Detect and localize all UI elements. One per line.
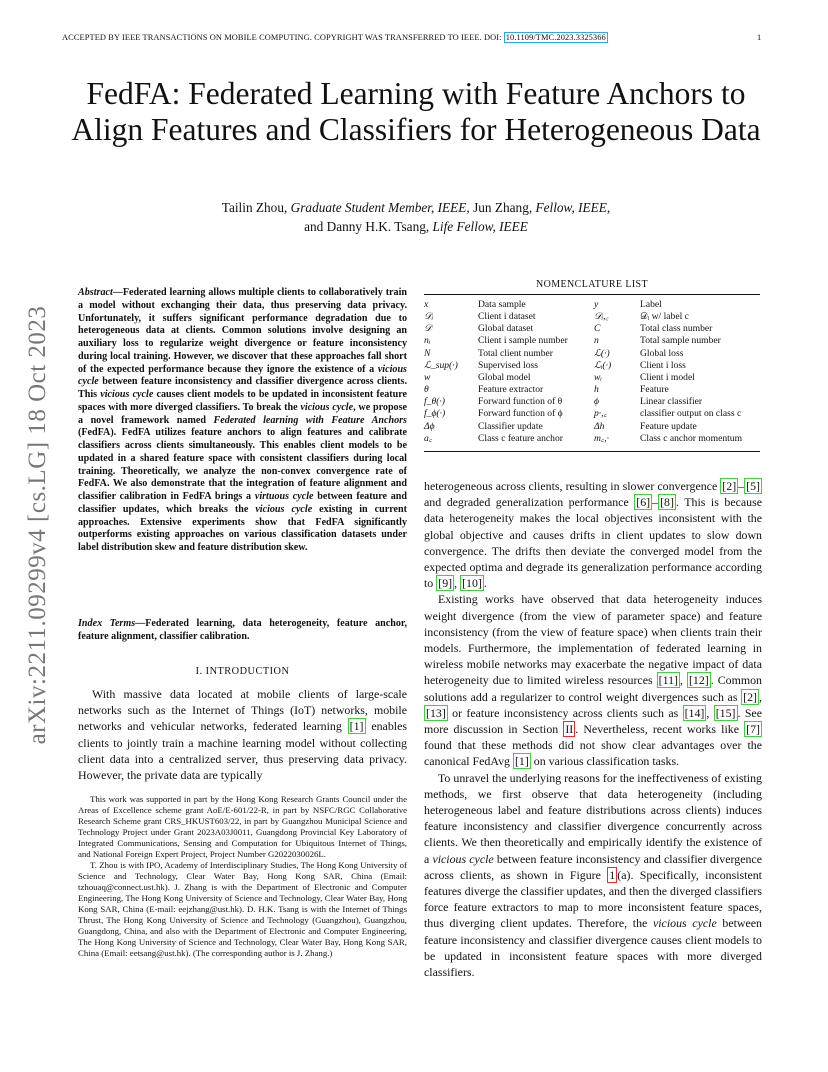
nomenclature-description: Class c feature anchor <box>478 432 563 444</box>
abstract <box>78 287 407 555</box>
nomenclature-description: Class c anchor momentum <box>640 432 743 444</box>
nomenclature-row <box>424 335 760 347</box>
nomenclature-description: Data sample <box>478 299 526 310</box>
nomenclature-row <box>424 421 760 433</box>
nomenclature-symbol: w <box>424 371 431 383</box>
nomenclature-description: Global loss <box>640 347 684 359</box>
nomenclature-row <box>424 433 760 448</box>
abstract-emph: vicious cycle <box>78 363 407 388</box>
nomenclature-symbol: n <box>594 335 599 347</box>
emphasis: vicious cycle <box>652 916 717 931</box>
body-text: heterogeneous across clients, resulting in slower convergence <box>424 479 721 493</box>
nomenclature-symbol: h <box>594 384 599 396</box>
abstract-text: between feature and classifier updates, which breaks the <box>78 491 407 515</box>
citation-link[interactable]: [11] <box>658 673 678 688</box>
citation-link[interactable]: [7] <box>746 722 760 737</box>
intro-text: With massive data located at mobile clients of large-scale networks such as the Internet of Things (IoT) networks, mobile networks and vehicular networks, federated learning <box>78 687 407 734</box>
nomenclature-description: 𝒟ᵢ w/ label c <box>640 311 689 323</box>
citation-link[interactable]: [13] <box>426 705 446 720</box>
body-text: . Common solutions add a regularizer to control weight divergences such as <box>424 673 762 704</box>
author-block <box>60 198 772 236</box>
nomenclature-row <box>424 323 760 335</box>
abstract-text: —Federated learning allows multiple clients to collaboratively train a model without exchanging their data, thus preserving data privacy. Unfortunately, it suffers significant performance degradation due to heterogeneous data at clients. Common solutions involve designing an auxiliary loss to regularize weight divergence or feature inconsistency during local training. However, we discover that these approaches fall short of the expected performance because they ignore the existence of a <box>78 287 407 375</box>
nomenclature-description: Label <box>640 299 662 310</box>
index-terms <box>78 618 407 644</box>
citation-link[interactable]: [14] <box>684 705 705 720</box>
nomenclature-description: Linear classifier <box>640 396 703 408</box>
nomenclature-symbol: m꜀,· <box>594 432 610 444</box>
nomenclature-description: Total client number <box>478 347 553 359</box>
nomenclature-description: Feature <box>640 384 669 396</box>
nomenclature-description: Global dataset <box>478 323 534 335</box>
right-column-text <box>424 478 762 980</box>
citation-link[interactable]: [2] <box>743 689 758 704</box>
author-zhou: Tailin Zhou, <box>221 200 291 215</box>
nomenclature-symbol: f_ϕ(·) <box>424 408 446 420</box>
citation-link[interactable]: [6] <box>636 495 651 510</box>
nomenclature-row <box>424 348 760 360</box>
table-bottom-rule <box>424 451 760 452</box>
abstract-text: between feature inconsistency and classifier divergence across clients. This <box>78 376 407 400</box>
body-text: found that these methods did not show clear advantages over the canonical FedAvg <box>424 738 762 769</box>
citation-link[interactable]: [8] <box>660 495 674 510</box>
body-text: between feature inconsistency and classifier divergence across clients, as shown in Figure <box>424 851 762 882</box>
nomenclature-symbol: 𝒟 <box>424 323 432 335</box>
nomenclature-table <box>424 294 760 448</box>
running-header <box>62 33 762 42</box>
nomenclature-symbol: θ <box>424 384 429 396</box>
nomenclature-row <box>424 372 760 384</box>
author-tsang: and Danny H.K. Tsang, <box>304 219 433 234</box>
citation-link[interactable]: [1] <box>514 754 529 769</box>
nomenclature-description: Total sample number <box>640 335 721 347</box>
nomenclature-description: Client i sample number <box>478 335 568 347</box>
section-link[interactable]: II <box>565 722 574 737</box>
running-head-text: ACCEPTED BY IEEE TRANSACTIONS ON MOBILE COMPUTING. COPYRIGHT WAS TRANSFERRED TO IEEE. DOI: <box>62 33 502 42</box>
section-heading: I. INTRODUCTION <box>195 666 290 677</box>
body-text: or feature inconsistency across clients such as <box>447 705 683 720</box>
abstract-emph: virtuous cycle <box>254 491 314 502</box>
paragraph <box>424 478 762 591</box>
nomenclature-description: Supervised loss <box>478 359 538 371</box>
body-text: . See more discussion in Section <box>424 705 762 737</box>
abstract-text: causes client models to be updated in inconsistent feature spaces with more diverged classifiers. To break the <box>78 389 408 413</box>
body-text: – <box>738 479 745 493</box>
nomenclature-description: Client i loss <box>640 359 686 371</box>
body-text: . Nevertheless, recent works like <box>575 722 745 737</box>
nomenclature-symbol: ℒᵢ(·) <box>594 359 612 371</box>
footnotes <box>78 794 407 959</box>
nomenclature-symbol: N <box>424 347 431 359</box>
nomenclature-description: Forward function of θ <box>478 396 563 408</box>
nomenclature-row <box>424 360 760 372</box>
paper-title: FedFA: Federated Learning with Feature Anchors to Align Features and Classifiers for Heterogeneous Data <box>71 76 761 147</box>
figure-link[interactable]: 1 <box>609 867 616 882</box>
body-text: – <box>652 495 659 510</box>
nomenclature-row <box>424 396 760 408</box>
citation-link[interactable]: [1] <box>349 719 364 734</box>
intro-text: enables clients to jointly train a machine learning model without collecting client data into a centralized server, thus preserving data privacy. However, the private data are typically <box>78 719 407 783</box>
body-text: , <box>759 689 762 704</box>
body-text: , <box>454 576 461 591</box>
nomenclature-description: Global model <box>478 371 531 383</box>
nomenclature-description: Feature extractor <box>478 384 544 396</box>
body-text: Existing works have observed that data heterogeneity induces weight divergence (from the view of parameter space) and feature inconsistency (from the view of feature space) when clients train their models. Furthermore, the implementation of federated learning in wireless mobile networks may exacerbate the negative impact of data heterogeneity due to limited wireless resources <box>424 592 762 688</box>
doi-link[interactable]: 10.1109/TMC.2023.3325366 <box>505 33 606 42</box>
nomenclature-description: Forward function of ϕ <box>478 408 563 420</box>
nomenclature-title: NOMENCLATURE LIST <box>535 279 649 290</box>
footnote-affiliations: T. Zhou is with IPO, Academy of Interdisciplinary Studies, The Hong Kong University of Science and Technology, Clear Water Bay, Hong Kong SAR, China (Email: tzhouaq@connect.ust.hk). J. Zhang is with the Department of Electronic and Computer Engineering, The Hong Kong University of Science and Technology, Clear Water Bay, Hong Kong SAR, China (E-mail: eejzhang@ust.hk). D. H.K. Tsang is with the Internet of Things Thrust, The Hong Kong University of Science and Technology (Guangzhou), Guangzhou, Guangdong, China, and also with the Department of Electronic and Computer Engineering, The Hong Kong University of Science and Technology, Clear Water Bay, Hong Kong SAR, China (Email: eetsang@ust.hk). (The corresponding author is J. Zhang.) <box>78 860 407 958</box>
body-text: between feature inconsistency and classifier divergence causes client models to be updated in inconsistent feature spaces with more diverged classifiers. <box>424 916 762 980</box>
nomenclature-symbol: wᵢ <box>594 371 602 383</box>
nomenclature-description: Client i dataset <box>478 311 536 323</box>
footnote-funding: This work was supported in part by the Hong Kong Research Grants Council under the Areas of Excellence scheme grant AoE/E-601/22-R, in part by NSFC/RGC Collaborative Research Scheme grant CRS_HKUST603/22, in part by Guangzhou Municipal Science and Technology Project under Grant 2023A03J0011, Guangdong Provincial Key Laboratory of Integrated Communications, Sensing and Computation for Ubiquitous Internet of Things, and National Foreign Expert Project, Project Number G2022030026L. <box>78 794 407 859</box>
nomenclature-symbol: p·,꜀ <box>594 408 607 420</box>
body-text: (a). Specifically, inconsistent features diverge the classifier updates, and then the diverged classifiers force feature extractors to map to more inconsistent feature spaces, thus diverging client updates. Therefore, the <box>424 867 762 931</box>
body-text: To unravel the underlying reasons for the ineffectiveness of existing methods, we first observe that data heterogeneity (including heterogeneous label and feature distributions across clients) induces feature inconsistency and classifier divergence concurrently across clients. We then theoretically and empirically identify the existence of a <box>424 770 762 866</box>
citation-link[interactable]: [9] <box>438 576 453 591</box>
arxiv-stamp-text: arXiv:2211.09299v4 [cs.LG] 18 Oct 2023 <box>24 305 51 745</box>
paragraph <box>424 770 762 981</box>
intro-paragraph <box>78 686 407 783</box>
nomenclature-row <box>424 311 760 323</box>
nomenclature-symbol: ϕ <box>594 396 599 408</box>
nomenclature-description: Classifier update <box>478 420 543 432</box>
abstract-label: Abstract <box>78 287 113 298</box>
nomenclature-symbol: Δϕ <box>424 420 435 432</box>
nomenclature-row <box>424 294 760 311</box>
citation-link[interactable]: [2] <box>722 479 737 493</box>
author-zhou-role: Graduate Student Member, IEEE, <box>290 200 470 215</box>
body-text: . <box>483 576 487 591</box>
nomenclature-symbol: 𝒟ᵢ <box>424 311 434 323</box>
body-text: . This is because data heterogeneity makes the local objectives inconsistent with the global objective and causes drifts in client updates to slow down convergence. The drifts then deviate the converged model from the expected optima and degrade its generalization performance according to <box>424 495 762 591</box>
nomenclature-symbol: 𝒟ᵢ,꜀ <box>594 311 609 323</box>
nomenclature-symbol: y <box>594 299 599 310</box>
arxiv-stamp <box>18 290 58 760</box>
nomenclature-symbol: f_θ(·) <box>424 396 445 408</box>
nomenclature-row <box>424 408 760 420</box>
index-terms-text: —Federated learning, data heterogeneity, feature anchor, feature alignment, classifier calibration. <box>78 618 407 642</box>
author-zhang-role: Fellow, IEEE, <box>535 200 611 215</box>
nomenclature-symbol: a꜀ <box>424 432 433 444</box>
paragraph <box>424 591 762 769</box>
nomenclature-symbol: C <box>594 323 601 335</box>
body-text: , <box>706 705 714 720</box>
nomenclature-description: classifier output on class c <box>640 408 742 420</box>
emphasis: vicious cycle <box>432 851 494 866</box>
nomenclature-description: Client i model <box>640 371 695 383</box>
body-text: and degraded generalization performance <box>424 495 635 510</box>
body-text: on various classification tasks. <box>530 754 680 769</box>
body-text: , <box>679 673 687 688</box>
citation-link[interactable]: [12] <box>688 673 709 688</box>
author-zhang: Jun Zhang, <box>469 200 536 215</box>
abstract-emph: vicious cycle <box>300 401 354 413</box>
nomenclature-symbol: ℒ(·) <box>594 347 610 359</box>
abstract-text: (FedFA). FedFA utilizes feature anchors to align features and calibrate classifiers across clients simultaneously. This enables client models to be updated in a shared feature space with consistent classifiers during local training. Theoretically, we analyze the non-convex convergence rate of FedFA. We also demonstrate that the integration of feature alignment and classifier calibration in FedFA brings a <box>78 427 407 502</box>
nomenclature-description: Feature update <box>640 420 697 432</box>
nomenclature-symbol: ℒ_sup(·) <box>424 359 458 371</box>
nomenclature-symbol: nᵢ <box>424 335 431 347</box>
abstract-text: existing in current approaches. Extensive experiments show that FedFA significantly outperforms existing approaches on various classification datasets under label distribution skew and feature distribution skew. <box>78 503 407 553</box>
abstract-emph: vicious cycle <box>255 503 313 515</box>
abstract-text: , we propose a novel framework named <box>78 401 408 426</box>
nomenclature-row <box>424 384 760 396</box>
citation-link[interactable]: [10] <box>462 576 482 591</box>
author-tsang-role: Life Fellow, IEEE <box>432 219 528 234</box>
nomenclature-description: Total class number <box>640 323 713 335</box>
index-terms-label: Index Terms <box>78 618 136 629</box>
abstract-emph: Federated learning with Feature Anchors <box>213 414 407 426</box>
page-number: 1 <box>757 33 762 42</box>
citation-link[interactable]: [15] <box>715 705 736 720</box>
nomenclature-symbol: x <box>424 299 429 310</box>
citation-link[interactable]: [5] <box>746 479 760 493</box>
abstract-emph: vicious cycle <box>100 389 154 400</box>
nomenclature-symbol: Δh <box>594 420 605 432</box>
